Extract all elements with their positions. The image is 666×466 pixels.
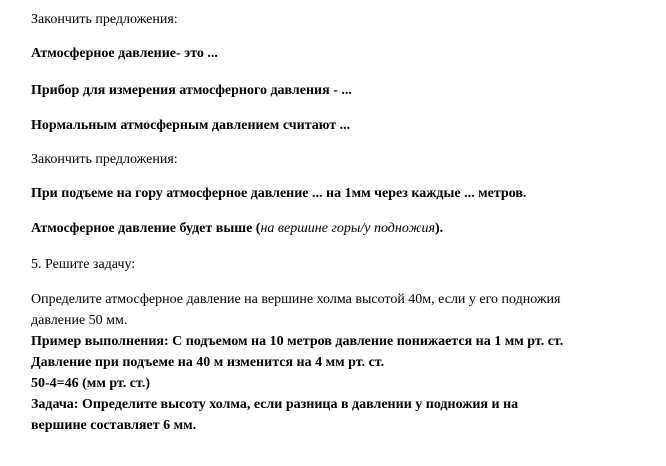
question-pressure-altitude-change: При подъеме на гору атмосферное давление ... на 1мм через каждые ... метров. bbox=[31, 186, 527, 201]
example-line-2: Давление при подъеме на 40 м изменится на 4 мм рт. ст. bbox=[31, 355, 385, 370]
example-line-1: Пример выполнения: С подъемом на 10 метров давление понижается на 1 мм рт. ст. bbox=[31, 334, 564, 349]
question-pressure-instrument: Прибор для измерения атмосферного давления - ... bbox=[31, 83, 352, 98]
example-line-3: 50-4=46 (мм рт. ст.) bbox=[31, 376, 150, 391]
task-heading: 5. Решите задачу: bbox=[31, 257, 136, 272]
problem-line-2: вершине составляет 6 мм. bbox=[31, 418, 197, 433]
section-heading-1: Закончить предложения: bbox=[31, 12, 178, 27]
section-heading-2: Закончить предложения: bbox=[31, 152, 178, 167]
question-normal-pressure: Нормальным атмосферным давлением считают ... bbox=[31, 118, 351, 133]
question-pressure-higher-lead: Атмосферное давление будет выше ( bbox=[31, 221, 261, 236]
task-text-line-2: давление 50 мм. bbox=[31, 313, 128, 328]
task-text-line-1: Определите атмосферное давление на вершине холма высотой 40м, если у его подножия bbox=[31, 292, 561, 307]
question-pressure-higher bbox=[31, 220, 443, 238]
question-pressure-higher-options: на вершине горы/у подножия bbox=[260, 221, 436, 236]
question-atmospheric-pressure-definition: Атмосферное давление- это ... bbox=[31, 46, 218, 61]
problem-line-1: Задача: Определите высоту холма, если разница в давлении у подножия и на bbox=[31, 397, 519, 412]
question-pressure-higher-tail: ). bbox=[435, 221, 444, 236]
